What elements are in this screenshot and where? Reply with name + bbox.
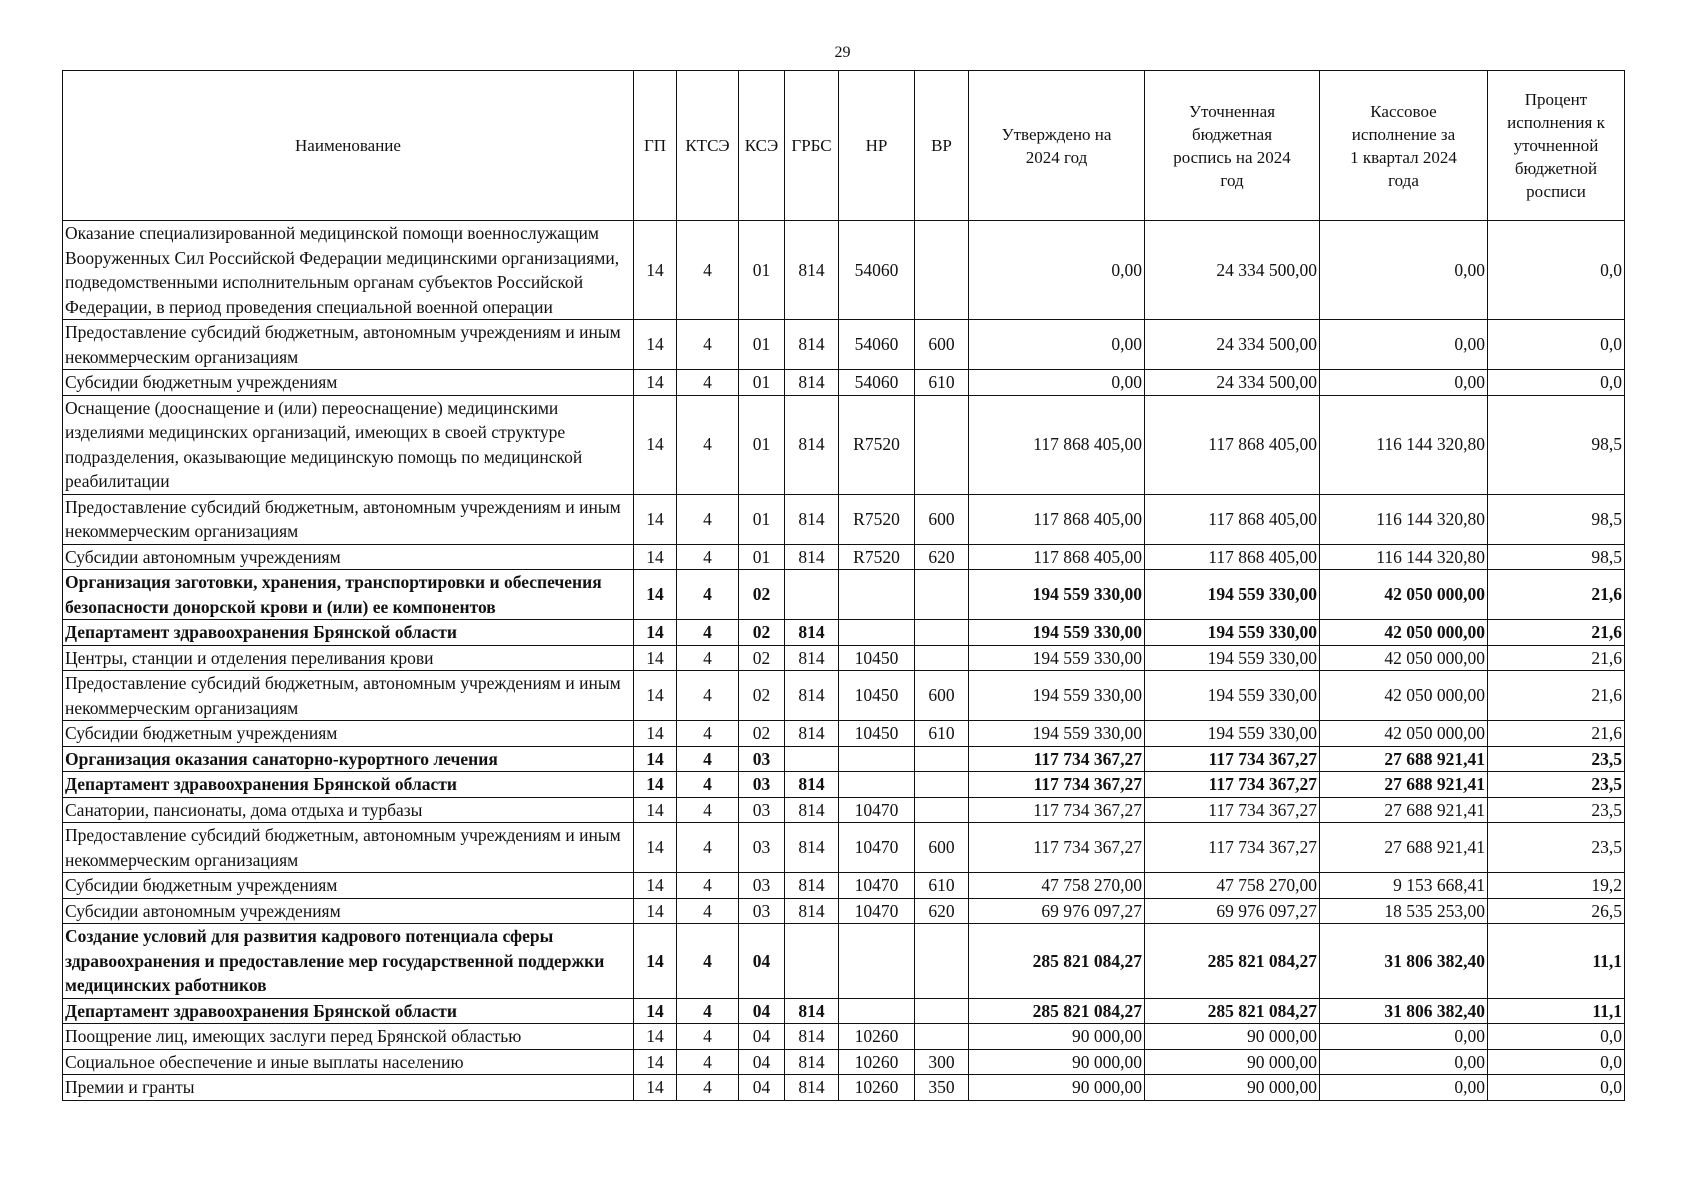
cell-percent: 0,0 <box>1488 370 1625 396</box>
cell-kse: 03 <box>739 797 785 823</box>
cell-approved: 285 821 084,27 <box>969 998 1145 1024</box>
cell-name: Организация заготовки, хранения, транспортировки и обеспечения безопасности донорской крови и (или) ее компонентов <box>63 570 634 620</box>
cell-name: Субсидии бюджетным учреждениям <box>63 370 634 396</box>
cell-gp: 14 <box>634 570 677 620</box>
cell-ktse: 4 <box>677 645 739 671</box>
cell-gp: 14 <box>634 1024 677 1050</box>
header-vr: ВР <box>915 71 969 221</box>
cell-nr <box>839 772 915 798</box>
cell-approved: 117 734 367,27 <box>969 797 1145 823</box>
table-row <box>63 671 1625 721</box>
cell-grbs <box>785 570 839 620</box>
cell-cash: 0,00 <box>1320 1075 1488 1101</box>
cell-refined: 285 821 084,27 <box>1145 998 1320 1024</box>
cell-approved: 69 976 097,27 <box>969 898 1145 924</box>
cell-refined: 285 821 084,27 <box>1145 924 1320 999</box>
cell-name: Премии и гранты <box>63 1075 634 1101</box>
cell-vr <box>915 570 969 620</box>
cell-kse: 04 <box>739 1024 785 1050</box>
cell-vr <box>915 1024 969 1050</box>
cell-gp: 14 <box>634 898 677 924</box>
table-row <box>63 221 1625 320</box>
table-row <box>63 823 1625 873</box>
cell-refined: 117 734 367,27 <box>1145 823 1320 873</box>
cell-kse: 01 <box>739 370 785 396</box>
cell-name: Предоставление субсидий бюджетным, автономным учреждениям и иным некоммерческим организациям <box>63 823 634 873</box>
cell-ktse: 4 <box>677 1049 739 1075</box>
cell-percent: 98,5 <box>1488 395 1625 494</box>
cell-nr <box>839 924 915 999</box>
cell-cash: 0,00 <box>1320 320 1488 370</box>
cell-gp: 14 <box>634 1075 677 1101</box>
cell-vr: 350 <box>915 1075 969 1101</box>
cell-ktse: 4 <box>677 873 739 899</box>
cell-cash: 27 688 921,41 <box>1320 772 1488 798</box>
cell-grbs: 814 <box>785 721 839 747</box>
cell-nr: R7520 <box>839 395 915 494</box>
cell-percent: 0,0 <box>1488 320 1625 370</box>
cell-refined: 194 559 330,00 <box>1145 645 1320 671</box>
cell-percent: 21,6 <box>1488 721 1625 747</box>
cell-vr <box>915 395 969 494</box>
cell-approved: 194 559 330,00 <box>969 620 1145 646</box>
cell-approved: 47 758 270,00 <box>969 873 1145 899</box>
cell-grbs: 814 <box>785 772 839 798</box>
cell-grbs: 814 <box>785 620 839 646</box>
header-refined: Уточненная бюджетная роспись на 2024 год <box>1145 71 1320 221</box>
cell-refined: 90 000,00 <box>1145 1075 1320 1101</box>
cell-gp: 14 <box>634 320 677 370</box>
cell-ktse: 4 <box>677 823 739 873</box>
cell-ktse: 4 <box>677 570 739 620</box>
cell-approved: 117 868 405,00 <box>969 494 1145 544</box>
cell-refined: 117 868 405,00 <box>1145 544 1320 570</box>
cell-grbs <box>785 924 839 999</box>
cell-name: Субсидии бюджетным учреждениям <box>63 873 634 899</box>
cell-percent: 21,6 <box>1488 671 1625 721</box>
cell-grbs: 814 <box>785 645 839 671</box>
cell-cash: 42 050 000,00 <box>1320 570 1488 620</box>
cell-refined: 117 868 405,00 <box>1145 395 1320 494</box>
cell-vr: 600 <box>915 320 969 370</box>
cell-approved: 0,00 <box>969 320 1145 370</box>
cell-vr <box>915 746 969 772</box>
cell-name: Оказание специализированной медицинской помощи военнослужащим Вооруженных Сил Российской Федерации медицинскими организациями, подведомственными исполнительным органам субъектов Российской Федерации, в период проведения специальной военной операции <box>63 221 634 320</box>
cell-refined: 194 559 330,00 <box>1145 671 1320 721</box>
cell-cash: 42 050 000,00 <box>1320 671 1488 721</box>
cell-approved: 285 821 084,27 <box>969 924 1145 999</box>
cell-approved: 90 000,00 <box>969 1075 1145 1101</box>
cell-kse: 02 <box>739 671 785 721</box>
table-row <box>63 772 1625 798</box>
cell-name: Организация оказания санаторно-курортного лечения <box>63 746 634 772</box>
cell-kse: 01 <box>739 221 785 320</box>
cell-percent: 26,5 <box>1488 898 1625 924</box>
cell-vr <box>915 620 969 646</box>
cell-vr: 610 <box>915 370 969 396</box>
cell-grbs: 814 <box>785 1075 839 1101</box>
cell-vr <box>915 772 969 798</box>
cell-cash: 0,00 <box>1320 370 1488 396</box>
cell-kse: 02 <box>739 645 785 671</box>
cell-vr: 620 <box>915 898 969 924</box>
cell-cash: 42 050 000,00 <box>1320 645 1488 671</box>
cell-gp: 14 <box>634 873 677 899</box>
cell-ktse: 4 <box>677 1075 739 1101</box>
cell-cash: 27 688 921,41 <box>1320 823 1488 873</box>
cell-ktse: 4 <box>677 1024 739 1050</box>
cell-grbs: 814 <box>785 494 839 544</box>
cell-approved: 117 734 367,27 <box>969 823 1145 873</box>
cell-vr <box>915 797 969 823</box>
header-grbs: ГРБС <box>785 71 839 221</box>
table-row <box>63 620 1625 646</box>
cell-nr: 10470 <box>839 873 915 899</box>
cell-percent: 21,6 <box>1488 620 1625 646</box>
cell-refined: 24 334 500,00 <box>1145 370 1320 396</box>
cell-vr <box>915 221 969 320</box>
cell-kse: 04 <box>739 1049 785 1075</box>
header-gp: ГП <box>634 71 677 221</box>
cell-kse: 03 <box>739 873 785 899</box>
table-row <box>63 370 1625 396</box>
cell-kse: 03 <box>739 746 785 772</box>
cell-grbs: 814 <box>785 671 839 721</box>
cell-nr <box>839 570 915 620</box>
cell-gp: 14 <box>634 797 677 823</box>
cell-percent: 0,0 <box>1488 1024 1625 1050</box>
cell-refined: 194 559 330,00 <box>1145 570 1320 620</box>
cell-grbs: 814 <box>785 823 839 873</box>
cell-vr: 300 <box>915 1049 969 1075</box>
table-row <box>63 544 1625 570</box>
cell-grbs: 814 <box>785 544 839 570</box>
cell-cash: 31 806 382,40 <box>1320 998 1488 1024</box>
cell-name: Санатории, пансионаты, дома отдыха и турбазы <box>63 797 634 823</box>
cell-gp: 14 <box>634 721 677 747</box>
cell-approved: 117 868 405,00 <box>969 544 1145 570</box>
cell-percent: 0,0 <box>1488 1049 1625 1075</box>
cell-percent: 23,5 <box>1488 797 1625 823</box>
cell-grbs: 814 <box>785 370 839 396</box>
cell-grbs: 814 <box>785 873 839 899</box>
cell-approved: 194 559 330,00 <box>969 721 1145 747</box>
cell-nr: 54060 <box>839 370 915 396</box>
table-body <box>63 221 1625 1101</box>
cell-name: Департамент здравоохранения Брянской области <box>63 998 634 1024</box>
cell-vr: 600 <box>915 671 969 721</box>
cell-approved: 194 559 330,00 <box>969 645 1145 671</box>
cell-nr: 10450 <box>839 671 915 721</box>
cell-gp: 14 <box>634 620 677 646</box>
cell-nr <box>839 998 915 1024</box>
table-row <box>63 494 1625 544</box>
cell-kse: 02 <box>739 721 785 747</box>
table-row <box>63 797 1625 823</box>
cell-approved: 0,00 <box>969 370 1145 396</box>
cell-ktse: 4 <box>677 898 739 924</box>
cell-nr: R7520 <box>839 494 915 544</box>
cell-refined: 194 559 330,00 <box>1145 721 1320 747</box>
cell-ktse: 4 <box>677 772 739 798</box>
cell-gp: 14 <box>634 395 677 494</box>
cell-gp: 14 <box>634 221 677 320</box>
cell-nr: 10450 <box>839 645 915 671</box>
cell-grbs: 814 <box>785 221 839 320</box>
cell-cash: 42 050 000,00 <box>1320 721 1488 747</box>
cell-ktse: 4 <box>677 370 739 396</box>
cell-nr: 10450 <box>839 721 915 747</box>
cell-refined: 117 868 405,00 <box>1145 494 1320 544</box>
cell-approved: 194 559 330,00 <box>969 570 1145 620</box>
cell-percent: 11,1 <box>1488 998 1625 1024</box>
cell-approved: 117 734 367,27 <box>969 772 1145 798</box>
page-number: 29 <box>834 44 851 61</box>
cell-name: Поощрение лиц, имеющих заслуги перед Брянской областью <box>63 1024 634 1050</box>
table-row <box>63 998 1625 1024</box>
cell-vr <box>915 924 969 999</box>
cell-cash: 18 535 253,00 <box>1320 898 1488 924</box>
header-ktse: КТСЭ <box>677 71 739 221</box>
cell-kse: 01 <box>739 395 785 494</box>
cell-refined: 90 000,00 <box>1145 1049 1320 1075</box>
table-header <box>63 71 1625 221</box>
cell-vr: 620 <box>915 544 969 570</box>
cell-percent: 23,5 <box>1488 746 1625 772</box>
table-row <box>63 746 1625 772</box>
cell-nr: 10260 <box>839 1024 915 1050</box>
cell-cash: 27 688 921,41 <box>1320 797 1488 823</box>
cell-ktse: 4 <box>677 746 739 772</box>
cell-kse: 04 <box>739 1075 785 1101</box>
cell-refined: 69 976 097,27 <box>1145 898 1320 924</box>
cell-refined: 24 334 500,00 <box>1145 320 1320 370</box>
cell-grbs: 814 <box>785 395 839 494</box>
cell-grbs: 814 <box>785 1024 839 1050</box>
cell-kse: 04 <box>739 924 785 999</box>
cell-cash: 116 144 320,80 <box>1320 544 1488 570</box>
cell-ktse: 4 <box>677 395 739 494</box>
cell-ktse: 4 <box>677 671 739 721</box>
cell-grbs: 814 <box>785 898 839 924</box>
cell-ktse: 4 <box>677 924 739 999</box>
cell-percent: 21,6 <box>1488 645 1625 671</box>
cell-gp: 14 <box>634 924 677 999</box>
cell-name: Субсидии автономным учреждениям <box>63 544 634 570</box>
cell-cash: 0,00 <box>1320 1024 1488 1050</box>
table-row <box>63 924 1625 999</box>
cell-name: Центры, станции и отделения переливания крови <box>63 645 634 671</box>
cell-grbs: 814 <box>785 1049 839 1075</box>
cell-cash: 31 806 382,40 <box>1320 924 1488 999</box>
cell-percent: 0,0 <box>1488 1075 1625 1101</box>
cell-percent: 98,5 <box>1488 544 1625 570</box>
cell-kse: 04 <box>739 998 785 1024</box>
cell-grbs: 814 <box>785 320 839 370</box>
cell-nr: 54060 <box>839 320 915 370</box>
header-row <box>63 71 1625 221</box>
cell-ktse: 4 <box>677 221 739 320</box>
table-row <box>63 395 1625 494</box>
cell-approved: 90 000,00 <box>969 1049 1145 1075</box>
cell-refined: 90 000,00 <box>1145 1024 1320 1050</box>
cell-refined: 117 734 367,27 <box>1145 797 1320 823</box>
cell-name: Субсидии бюджетным учреждениям <box>63 721 634 747</box>
cell-kse: 02 <box>739 570 785 620</box>
header-approved: Утверждено на 2024 год <box>969 71 1145 221</box>
cell-nr: 10470 <box>839 797 915 823</box>
cell-kse: 01 <box>739 494 785 544</box>
cell-name: Субсидии автономным учреждениям <box>63 898 634 924</box>
cell-grbs: 814 <box>785 797 839 823</box>
cell-kse: 03 <box>739 898 785 924</box>
cell-approved: 117 734 367,27 <box>969 746 1145 772</box>
cell-ktse: 4 <box>677 721 739 747</box>
cell-nr: 10470 <box>839 898 915 924</box>
cell-cash: 0,00 <box>1320 1049 1488 1075</box>
cell-refined: 117 734 367,27 <box>1145 746 1320 772</box>
cell-nr <box>839 746 915 772</box>
cell-name: Предоставление субсидий бюджетным, автономным учреждениям и иным некоммерческим организациям <box>63 320 634 370</box>
cell-cash: 42 050 000,00 <box>1320 620 1488 646</box>
cell-vr: 600 <box>915 494 969 544</box>
cell-ktse: 4 <box>677 998 739 1024</box>
cell-cash: 116 144 320,80 <box>1320 395 1488 494</box>
cell-gp: 14 <box>634 544 677 570</box>
cell-vr: 600 <box>915 823 969 873</box>
cell-approved: 194 559 330,00 <box>969 671 1145 721</box>
cell-nr: 10470 <box>839 823 915 873</box>
cell-percent: 0,0 <box>1488 221 1625 320</box>
table-row <box>63 1024 1625 1050</box>
cell-vr: 610 <box>915 873 969 899</box>
table-row <box>63 320 1625 370</box>
cell-kse: 03 <box>739 823 785 873</box>
cell-percent: 19,2 <box>1488 873 1625 899</box>
table-row <box>63 873 1625 899</box>
cell-refined: 24 334 500,00 <box>1145 221 1320 320</box>
cell-vr <box>915 998 969 1024</box>
cell-nr: R7520 <box>839 544 915 570</box>
cell-name: Оснащение (дооснащение и (или) переоснащение) медицинскими изделиями медицинских организаций, имеющих в своей структуре подразделения, оказывающие медицинскую помощь по медицинской реабилитации <box>63 395 634 494</box>
cell-ktse: 4 <box>677 620 739 646</box>
cell-approved: 117 868 405,00 <box>969 395 1145 494</box>
table-row <box>63 570 1625 620</box>
cell-percent: 11,1 <box>1488 924 1625 999</box>
cell-ktse: 4 <box>677 320 739 370</box>
table-row <box>63 721 1625 747</box>
cell-percent: 98,5 <box>1488 494 1625 544</box>
cell-percent: 23,5 <box>1488 823 1625 873</box>
cell-gp: 14 <box>634 645 677 671</box>
cell-gp: 14 <box>634 998 677 1024</box>
cell-cash: 0,00 <box>1320 221 1488 320</box>
cell-gp: 14 <box>634 671 677 721</box>
cell-gp: 14 <box>634 823 677 873</box>
cell-name: Создание условий для развития кадрового потенциала сферы здравоохранения и предоставление мер государственной поддержки медицинских работников <box>63 924 634 999</box>
cell-ktse: 4 <box>677 544 739 570</box>
cell-nr: 54060 <box>839 221 915 320</box>
header-nr: НР <box>839 71 915 221</box>
cell-kse: 03 <box>739 772 785 798</box>
cell-approved: 90 000,00 <box>969 1024 1145 1050</box>
cell-percent: 23,5 <box>1488 772 1625 798</box>
cell-name: Социальное обеспечение и иные выплаты населению <box>63 1049 634 1075</box>
cell-cash: 27 688 921,41 <box>1320 746 1488 772</box>
cell-percent: 21,6 <box>1488 570 1625 620</box>
cell-name: Департамент здравоохранения Брянской области <box>63 620 634 646</box>
cell-name: Предоставление субсидий бюджетным, автономным учреждениям и иным некоммерческим организациям <box>63 494 634 544</box>
cell-grbs: 814 <box>785 998 839 1024</box>
cell-ktse: 4 <box>677 797 739 823</box>
table-row <box>63 1049 1625 1075</box>
header-kse: КСЭ <box>739 71 785 221</box>
cell-gp: 14 <box>634 494 677 544</box>
cell-gp: 14 <box>634 746 677 772</box>
budget-table <box>62 70 1625 1101</box>
cell-cash: 116 144 320,80 <box>1320 494 1488 544</box>
header-name: Наименование <box>63 71 634 221</box>
cell-nr: 10260 <box>839 1075 915 1101</box>
cell-kse: 01 <box>739 544 785 570</box>
cell-approved: 0,00 <box>969 221 1145 320</box>
cell-nr <box>839 620 915 646</box>
cell-refined: 194 559 330,00 <box>1145 620 1320 646</box>
cell-nr: 10260 <box>839 1049 915 1075</box>
table-row <box>63 898 1625 924</box>
cell-gp: 14 <box>634 772 677 798</box>
cell-gp: 14 <box>634 1049 677 1075</box>
table-row <box>63 645 1625 671</box>
cell-refined: 117 734 367,27 <box>1145 772 1320 798</box>
cell-kse: 02 <box>739 620 785 646</box>
header-percent: Процент исполнения к уточненной бюджетной росписи <box>1488 71 1625 221</box>
cell-ktse: 4 <box>677 494 739 544</box>
cell-gp: 14 <box>634 370 677 396</box>
cell-vr <box>915 645 969 671</box>
cell-vr: 610 <box>915 721 969 747</box>
cell-cash: 9 153 668,41 <box>1320 873 1488 899</box>
table-row <box>63 1075 1625 1101</box>
cell-grbs <box>785 746 839 772</box>
cell-kse: 01 <box>739 320 785 370</box>
cell-name: Предоставление субсидий бюджетным, автономным учреждениям и иным некоммерческим организациям <box>63 671 634 721</box>
cell-refined: 47 758 270,00 <box>1145 873 1320 899</box>
header-cash: Кассовое исполнение за 1 квартал 2024 года <box>1320 71 1488 221</box>
cell-name: Департамент здравоохранения Брянской области <box>63 772 634 798</box>
